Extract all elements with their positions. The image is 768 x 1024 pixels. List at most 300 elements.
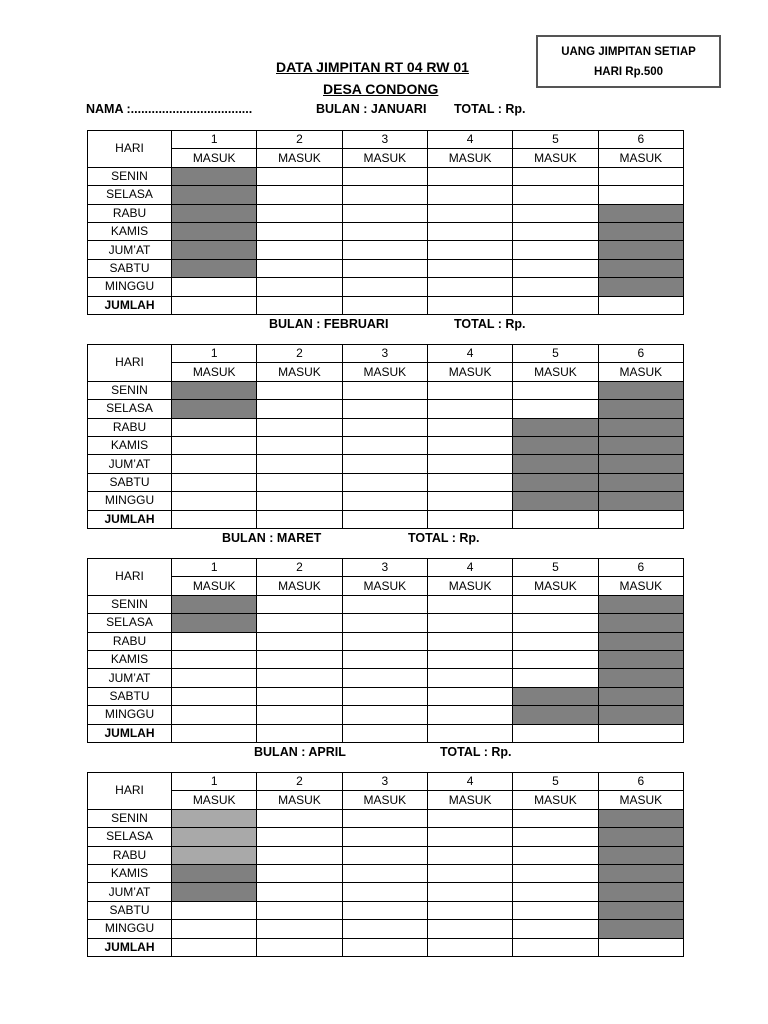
entry-cell[interactable] [257, 473, 342, 491]
header-masuk: MASUK [257, 149, 342, 167]
header-week-number: 1 [172, 559, 257, 577]
entry-cell[interactable] [257, 809, 342, 827]
jumlah-cell[interactable] [172, 938, 257, 956]
entry-cell[interactable] [513, 204, 598, 222]
table-row [88, 204, 684, 222]
entry-cell[interactable] [172, 418, 257, 436]
shaded-cell [172, 204, 257, 222]
entry-cell[interactable] [513, 901, 598, 919]
entry-cell[interactable] [257, 167, 342, 185]
entry-cell[interactable] [513, 241, 598, 259]
entry-cell[interactable] [172, 632, 257, 650]
entry-cell[interactable] [513, 222, 598, 240]
header-week-number: 6 [598, 345, 683, 363]
table-row [88, 864, 684, 882]
header-masuk: MASUK [598, 363, 683, 381]
header-masuk: MASUK [513, 577, 598, 595]
entry-cell[interactable] [513, 381, 598, 399]
shaded-cell [598, 901, 683, 919]
entry-cell[interactable] [427, 632, 512, 650]
entry-cell[interactable] [172, 455, 257, 473]
entry-cell[interactable] [172, 278, 257, 296]
table-row [88, 846, 684, 864]
jumlah-cell[interactable] [598, 724, 683, 742]
jumlah-cell[interactable] [427, 938, 512, 956]
table-row [88, 222, 684, 240]
month-label: BULAN : MARET [222, 531, 322, 545]
entry-cell[interactable] [513, 828, 598, 846]
entry-cell[interactable] [427, 473, 512, 491]
shaded-cell [598, 418, 683, 436]
day-label: MINGGU [88, 278, 172, 296]
header-week-number: 2 [257, 345, 342, 363]
name-field: NAMA :................................... [86, 102, 253, 116]
header-masuk: MASUK [257, 363, 342, 381]
entry-cell[interactable] [342, 473, 427, 491]
day-label: SABTU [88, 687, 172, 705]
header-week-number: 3 [342, 559, 427, 577]
entry-cell[interactable] [342, 650, 427, 668]
table-row [88, 186, 684, 204]
header-hari: HARI [88, 131, 172, 168]
entry-cell[interactable] [513, 186, 598, 204]
header-masuk: MASUK [513, 363, 598, 381]
entry-cell[interactable] [513, 669, 598, 687]
entry-cell[interactable] [427, 614, 512, 632]
table-row [88, 400, 684, 418]
shaded-cell [598, 436, 683, 454]
day-label: SELASA [88, 614, 172, 632]
header-masuk: MASUK [427, 791, 512, 809]
entry-cell[interactable] [342, 418, 427, 436]
day-label: SENIN [88, 595, 172, 613]
entry-cell[interactable] [427, 241, 512, 259]
shaded-cell [598, 864, 683, 882]
day-label: KAMIS [88, 864, 172, 882]
day-label: MINGGU [88, 492, 172, 510]
table-row [88, 614, 684, 632]
total-label: TOTAL : Rp. [454, 317, 526, 331]
entry-cell[interactable] [342, 687, 427, 705]
entry-cell[interactable] [598, 167, 683, 185]
header-week-number: 6 [598, 773, 683, 791]
table-row [88, 669, 684, 687]
header-week-number: 1 [172, 131, 257, 149]
entry-cell[interactable] [342, 259, 427, 277]
day-label: RABU [88, 846, 172, 864]
entry-cell[interactable] [172, 436, 257, 454]
header-masuk: MASUK [257, 791, 342, 809]
entry-cell[interactable] [427, 259, 512, 277]
entry-cell[interactable] [427, 455, 512, 473]
jumlah-cell[interactable] [427, 724, 512, 742]
table-row [88, 595, 684, 613]
entry-cell[interactable] [257, 241, 342, 259]
entry-cell[interactable] [342, 920, 427, 938]
entry-cell[interactable] [342, 901, 427, 919]
header-week-number: 4 [427, 559, 512, 577]
entry-cell[interactable] [427, 436, 512, 454]
table-row [88, 828, 684, 846]
header-week-number: 3 [342, 773, 427, 791]
shaded-cell [598, 381, 683, 399]
entry-cell[interactable] [513, 400, 598, 418]
header-week-number: 1 [172, 773, 257, 791]
entry-cell[interactable] [172, 492, 257, 510]
entry-cell[interactable] [513, 846, 598, 864]
entry-cell[interactable] [342, 222, 427, 240]
shaded-cell [172, 614, 257, 632]
entry-cell[interactable] [172, 669, 257, 687]
entry-cell[interactable] [342, 864, 427, 882]
table-row [88, 278, 684, 296]
entry-cell[interactable] [257, 669, 342, 687]
header-week-number: 4 [427, 773, 512, 791]
table-row [88, 809, 684, 827]
entry-cell[interactable] [172, 650, 257, 668]
jumlah-cell[interactable] [427, 296, 512, 314]
shaded-cell [598, 687, 683, 705]
entry-cell[interactable] [257, 186, 342, 204]
shaded-cell [172, 828, 257, 846]
jumlah-cell[interactable] [427, 510, 512, 528]
entry-cell[interactable] [342, 669, 427, 687]
entry-cell[interactable] [257, 706, 342, 724]
jumlah-cell[interactable] [257, 724, 342, 742]
entry-cell[interactable] [342, 204, 427, 222]
entry-cell[interactable] [257, 864, 342, 882]
day-label: JUM’AT [88, 241, 172, 259]
table-row [88, 436, 684, 454]
entry-cell[interactable] [427, 492, 512, 510]
shaded-cell [513, 687, 598, 705]
shaded-cell [598, 883, 683, 901]
shaded-cell [598, 455, 683, 473]
entry-cell[interactable] [342, 632, 427, 650]
table-row [88, 241, 684, 259]
entry-cell[interactable] [257, 278, 342, 296]
table-row [88, 650, 684, 668]
entry-cell[interactable] [427, 204, 512, 222]
jumlah-cell[interactable] [513, 296, 598, 314]
entry-cell[interactable] [257, 259, 342, 277]
day-label: SENIN [88, 381, 172, 399]
jumlah-cell[interactable] [598, 938, 683, 956]
jumlah-cell[interactable] [257, 510, 342, 528]
shaded-cell [172, 222, 257, 240]
jumlah-cell[interactable] [172, 510, 257, 528]
shaded-cell [513, 418, 598, 436]
jumlah-cell[interactable] [342, 296, 427, 314]
shaded-cell [598, 400, 683, 418]
header-masuk: MASUK [513, 149, 598, 167]
shaded-cell [172, 883, 257, 901]
entry-cell[interactable] [427, 381, 512, 399]
table-row [88, 167, 684, 185]
attendance-table [87, 130, 684, 315]
header-week-number: 5 [513, 773, 598, 791]
header-week-number: 2 [257, 131, 342, 149]
jumlah-label: JUMLAH [88, 724, 172, 742]
shaded-cell [598, 614, 683, 632]
shaded-cell [598, 809, 683, 827]
shaded-cell [172, 595, 257, 613]
entry-cell[interactable] [513, 809, 598, 827]
entry-cell[interactable] [427, 222, 512, 240]
day-label: SABTU [88, 473, 172, 491]
shaded-cell [172, 400, 257, 418]
header-hari: HARI [88, 559, 172, 596]
entry-cell[interactable] [342, 809, 427, 827]
entry-cell[interactable] [513, 650, 598, 668]
jumlah-cell[interactable] [342, 938, 427, 956]
shaded-cell [172, 241, 257, 259]
day-label: SELASA [88, 400, 172, 418]
entry-cell[interactable] [257, 883, 342, 901]
shaded-cell [598, 595, 683, 613]
entry-cell[interactable] [172, 920, 257, 938]
document-title: DATA JIMPITAN RT 04 RW 01 [276, 59, 469, 75]
day-label: JUM’AT [88, 883, 172, 901]
header-week-number: 1 [172, 345, 257, 363]
day-label: MINGGU [88, 706, 172, 724]
entry-cell[interactable] [513, 632, 598, 650]
jumlah-cell[interactable] [342, 510, 427, 528]
entry-cell[interactable] [427, 920, 512, 938]
day-label: KAMIS [88, 436, 172, 454]
header-week-number: 3 [342, 345, 427, 363]
entry-cell[interactable] [342, 278, 427, 296]
shaded-cell [172, 259, 257, 277]
entry-cell[interactable] [427, 687, 512, 705]
total-label: TOTAL : Rp. [454, 102, 526, 116]
entry-cell[interactable] [257, 632, 342, 650]
rate-notice-line1: UANG JIMPITAN SETIAP [561, 45, 696, 58]
table-row [88, 473, 684, 491]
entry-cell[interactable] [342, 186, 427, 204]
table-row [88, 259, 684, 277]
entry-cell[interactable] [427, 595, 512, 613]
entry-cell[interactable] [427, 669, 512, 687]
jumlah-cell[interactable] [598, 296, 683, 314]
entry-cell[interactable] [342, 381, 427, 399]
entry-cell[interactable] [513, 595, 598, 613]
entry-cell[interactable] [427, 650, 512, 668]
attendance-table [87, 772, 684, 957]
shaded-cell [598, 473, 683, 491]
header-masuk: MASUK [598, 149, 683, 167]
total-label: TOTAL : Rp. [440, 745, 512, 759]
table-row [88, 492, 684, 510]
shaded-cell [513, 706, 598, 724]
entry-cell[interactable] [427, 828, 512, 846]
header-masuk: MASUK [342, 149, 427, 167]
header-week-number: 6 [598, 559, 683, 577]
entry-cell[interactable] [427, 706, 512, 724]
entry-cell[interactable] [513, 920, 598, 938]
shaded-cell [598, 828, 683, 846]
jumlah-label: JUMLAH [88, 510, 172, 528]
header-week-number: 4 [427, 345, 512, 363]
shaded-cell [598, 278, 683, 296]
header-masuk: MASUK [257, 577, 342, 595]
jumlah-cell[interactable] [257, 296, 342, 314]
jumlah-cell[interactable] [172, 296, 257, 314]
entry-cell[interactable] [172, 473, 257, 491]
shaded-cell [598, 920, 683, 938]
entry-cell[interactable] [513, 167, 598, 185]
entry-cell[interactable] [342, 846, 427, 864]
shaded-cell [598, 241, 683, 259]
day-label: SENIN [88, 809, 172, 827]
entry-cell[interactable] [513, 278, 598, 296]
entry-cell[interactable] [427, 186, 512, 204]
entry-cell[interactable] [257, 418, 342, 436]
entry-cell[interactable] [513, 259, 598, 277]
header-masuk: MASUK [172, 791, 257, 809]
entry-cell[interactable] [427, 809, 512, 827]
entry-cell[interactable] [257, 614, 342, 632]
jumlah-cell[interactable] [513, 724, 598, 742]
entry-cell[interactable] [257, 400, 342, 418]
day-label: SELASA [88, 186, 172, 204]
header-masuk: MASUK [598, 577, 683, 595]
table-row [88, 455, 684, 473]
entry-cell[interactable] [342, 883, 427, 901]
entry-cell[interactable] [342, 706, 427, 724]
entry-cell[interactable] [257, 901, 342, 919]
header-hari: HARI [88, 773, 172, 810]
table-row [88, 901, 684, 919]
shaded-cell [598, 259, 683, 277]
entry-cell[interactable] [257, 595, 342, 613]
entry-cell[interactable] [257, 920, 342, 938]
entry-cell[interactable] [427, 864, 512, 882]
header-masuk: MASUK [172, 363, 257, 381]
entry-cell[interactable] [257, 204, 342, 222]
entry-cell[interactable] [342, 455, 427, 473]
entry-cell[interactable] [342, 436, 427, 454]
day-label: MINGGU [88, 920, 172, 938]
entry-cell[interactable] [172, 706, 257, 724]
total-label: TOTAL : Rp. [408, 531, 480, 545]
jumlah-cell[interactable] [598, 510, 683, 528]
header-week-number: 6 [598, 131, 683, 149]
entry-cell[interactable] [427, 883, 512, 901]
entry-cell[interactable] [172, 687, 257, 705]
jumlah-cell[interactable] [513, 510, 598, 528]
rate-notice-line2: HARI Rp.500 [593, 65, 664, 78]
entry-cell[interactable] [513, 883, 598, 901]
entry-cell[interactable] [342, 595, 427, 613]
entry-cell[interactable] [598, 186, 683, 204]
shaded-cell [513, 492, 598, 510]
jumlah-cell[interactable] [257, 938, 342, 956]
shaded-cell [513, 436, 598, 454]
entry-cell[interactable] [427, 418, 512, 436]
day-label: SELASA [88, 828, 172, 846]
entry-cell[interactable] [257, 492, 342, 510]
shaded-cell [172, 846, 257, 864]
table-row [88, 418, 684, 436]
entry-cell[interactable] [427, 400, 512, 418]
shaded-cell [172, 864, 257, 882]
entry-cell[interactable] [427, 901, 512, 919]
month-label: BULAN : JANUARI [316, 102, 427, 116]
entry-cell[interactable] [427, 846, 512, 864]
entry-cell[interactable] [257, 436, 342, 454]
shaded-cell [598, 492, 683, 510]
attendance-table [87, 344, 684, 529]
shaded-cell [598, 706, 683, 724]
header-week-number: 2 [257, 559, 342, 577]
table-row [88, 706, 684, 724]
shaded-cell [598, 650, 683, 668]
entry-cell[interactable] [172, 901, 257, 919]
day-label: SABTU [88, 901, 172, 919]
shaded-cell [172, 167, 257, 185]
jumlah-cell[interactable] [513, 938, 598, 956]
jumlah-cell[interactable] [172, 724, 257, 742]
shaded-cell [513, 473, 598, 491]
entry-cell[interactable] [257, 222, 342, 240]
day-label: RABU [88, 632, 172, 650]
shaded-cell [513, 455, 598, 473]
entry-cell[interactable] [513, 864, 598, 882]
entry-cell[interactable] [427, 278, 512, 296]
entry-cell[interactable] [257, 846, 342, 864]
header-week-number: 3 [342, 131, 427, 149]
entry-cell[interactable] [427, 167, 512, 185]
month-label: BULAN : APRIL [254, 745, 346, 759]
jumlah-cell[interactable] [342, 724, 427, 742]
entry-cell[interactable] [342, 167, 427, 185]
entry-cell[interactable] [342, 828, 427, 846]
entry-cell[interactable] [257, 828, 342, 846]
entry-cell[interactable] [342, 614, 427, 632]
header-week-number: 5 [513, 559, 598, 577]
shaded-cell [172, 381, 257, 399]
attendance-table [87, 558, 684, 743]
entry-cell[interactable] [257, 650, 342, 668]
shaded-cell [172, 809, 257, 827]
document-subtitle: DESA CONDONG [323, 81, 439, 97]
shaded-cell [598, 204, 683, 222]
shaded-cell [598, 222, 683, 240]
table-row [88, 632, 684, 650]
entry-cell[interactable] [342, 492, 427, 510]
entry-cell[interactable] [257, 687, 342, 705]
table-row [88, 920, 684, 938]
entry-cell[interactable] [342, 400, 427, 418]
shaded-cell [598, 669, 683, 687]
entry-cell[interactable] [513, 614, 598, 632]
day-label: SENIN [88, 167, 172, 185]
entry-cell[interactable] [257, 455, 342, 473]
entry-cell[interactable] [257, 381, 342, 399]
header-masuk: MASUK [427, 363, 512, 381]
day-label: SABTU [88, 259, 172, 277]
entry-cell[interactable] [342, 241, 427, 259]
header-hari: HARI [88, 345, 172, 382]
table-row [88, 687, 684, 705]
header-masuk: MASUK [427, 577, 512, 595]
header-week-number: 5 [513, 345, 598, 363]
header-masuk: MASUK [342, 363, 427, 381]
day-label: JUM’AT [88, 455, 172, 473]
day-label: KAMIS [88, 650, 172, 668]
header-masuk: MASUK [427, 149, 512, 167]
